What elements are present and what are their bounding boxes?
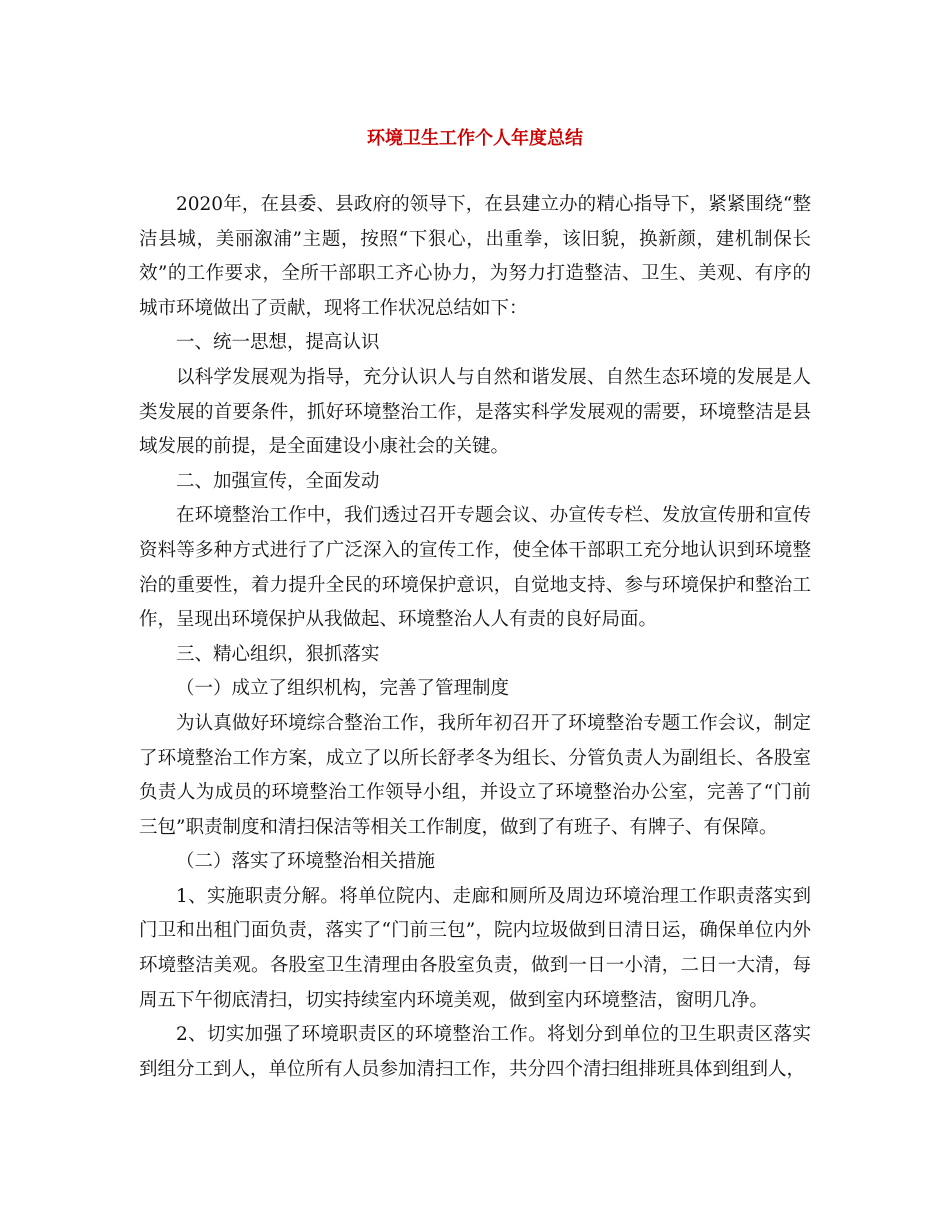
subsection-heading-2: （二）落实了环境整治相关措施	[176, 851, 436, 873]
paragraph-subsection-1: 为认真做好环境综合整治工作，我所年初召开了环境整治专题工作会议，制定了环境整治工作方案，成立了以所长舒孝冬为组长、分管负责人为副组长、各股室负责人为成员的环境整治工作领导小组，并设立了环境整治办公室，完善了“门前三包”职责制度和清扫保洁等相关工作制度，做到了有班子、有牌子、有保障。	[139, 712, 811, 838]
section-heading-2: 二、加强宣传，全面发动	[176, 470, 380, 492]
document-body	[139, 188, 811, 1087]
paragraph-item-1: 1、实施职责分解。将单位院内、走廊和厕所及周边环境治理工作职责落实到门卫和出租门面负责，落实了“门前三包”，院内垃圾做到日清日运，确保单位内外环境整洁美观。各股室卫生清理由各股室负责，做到一日一小清，二日一大清，每周五下午彻底清扫，切实持续室内环境美观，做到室内环境整洁，窗明几净。	[139, 885, 811, 1011]
document-title: 环境卫生工作个人年度总结	[367, 128, 583, 149]
section-heading-1: 一、统一思想，提高认识	[176, 332, 380, 354]
paragraph-section-1: 以科学发展观为指导，充分认识人与自然和谐发展、自然生态环境的发展是人类发展的首要条件，抓好环境整治工作，是落实科学发展观的需要，环境整洁是县域发展的前提，是全面建设小康社会的关键。	[139, 366, 811, 458]
section-heading-3: 三、精心组织，狠抓落实	[176, 643, 380, 665]
paragraph-section-2: 在环境整治工作中，我们透过召开专题会议、办宣传专栏、发放宣传册和宣传资料等多种方式进行了广泛深入的宣传工作，使全体干部职工充分地认识到环境整治的重要性，着力提升全民的环境保护意识，自觉地支持、参与环境保护和整治工作，呈现出环境保护从我做起、环境整治人人有责的良好局面。	[139, 505, 811, 631]
subsection-heading-1: （一）成立了组织机构，完善了管理制度	[176, 678, 510, 700]
paragraph-intro: 2020年，在县委、县政府的领导下，在县建立办的精心指导下，紧紧围绕“整洁县城，美丽溆浦”主题，按照“下狠心，出重拳，该旧貌，换新颜，建机制保长效”的工作要求，全所干部职工齐心协力，为努力打造整洁、卫生、美观、有序的城市环境做出了贡献，现将工作状况总结如下：	[139, 194, 811, 319]
paragraph-item-2: 2、切实加强了环境职责区的环境整治工作。将划分到单位的卫生职责区落实到组分工到人，单位所有人员参加清扫工作，共分四个清扫组排班具体到组到人，	[139, 1024, 811, 1080]
